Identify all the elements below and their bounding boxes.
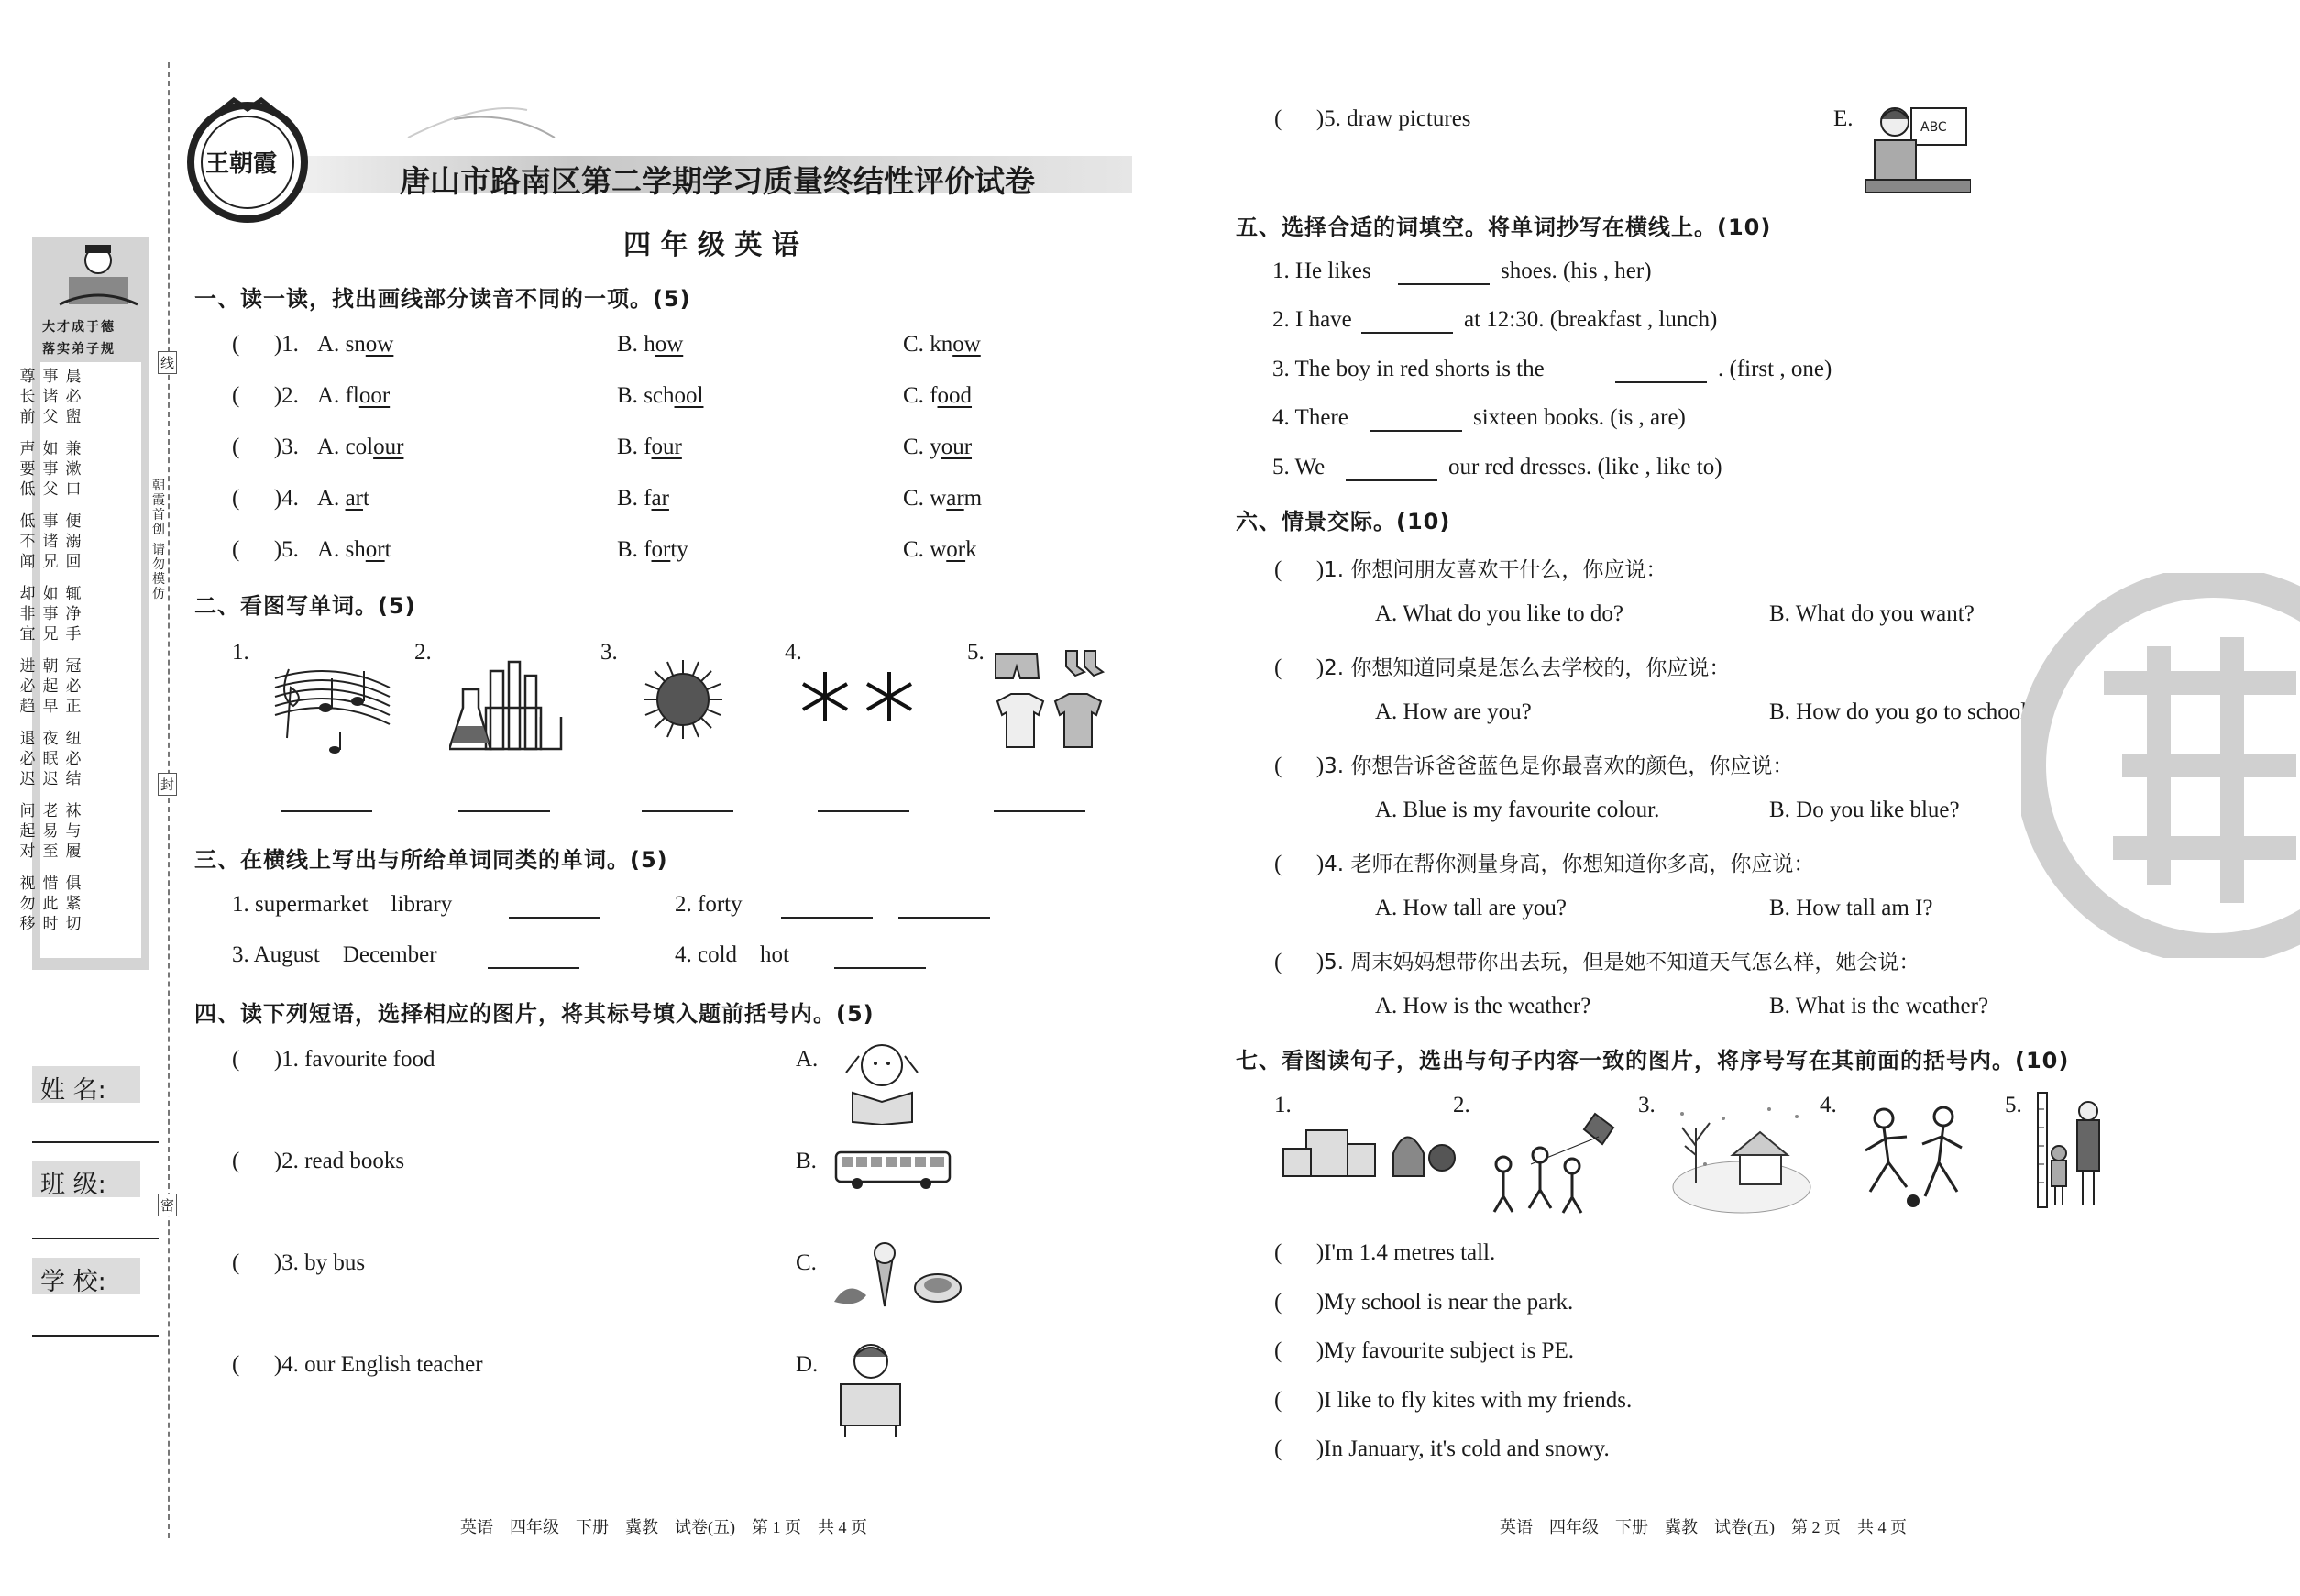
- option-a: A. What do you like to do?: [1375, 601, 1624, 626]
- answer-bracket[interactable]: [232, 1047, 435, 1073]
- answer-bracket[interactable]: [1274, 553, 1667, 583]
- fill-blank-line[interactable]: [1370, 430, 1462, 432]
- school-label: 学 校:: [40, 1268, 106, 1296]
- bracket-close: ): [1315, 852, 1325, 876]
- sentence: In January, it's cold and snowy.: [1324, 1436, 1610, 1461]
- confidential-seal-watermark: [2021, 573, 2300, 958]
- situation-question: 1. 你想问朋友喜欢干什么，你应说：: [1324, 558, 1667, 582]
- option-letter: A.: [317, 332, 346, 357]
- pic-num-3: 3.: [600, 640, 618, 665]
- poem-column: 俱紧切: [65, 875, 82, 933]
- bracket-space[interactable]: [1282, 655, 1316, 680]
- underlined-part: our: [941, 435, 973, 459]
- bracket-open: (: [1274, 1240, 1282, 1265]
- poem-column: 如事兄: [42, 585, 59, 644]
- bracket-close: ): [273, 1047, 282, 1072]
- part4-opt-a: A.: [796, 1047, 819, 1072]
- bracket-space[interactable]: [239, 486, 274, 511]
- pic-num-4: 4.: [785, 640, 802, 665]
- underlined-part: ood: [937, 383, 973, 408]
- music-notes-icon: [270, 651, 394, 761]
- underlined-part: our: [651, 435, 682, 459]
- option-a: [317, 486, 369, 512]
- fill-sentence-start: 4. There: [1272, 405, 1348, 430]
- class-field[interactable]: [32, 1238, 159, 1239]
- word-part: f: [644, 537, 652, 562]
- option-letter: C.: [903, 486, 930, 511]
- bracket-space[interactable]: [239, 435, 274, 459]
- bracket-close: ): [1315, 1436, 1325, 1461]
- cut-line: [168, 62, 170, 1538]
- option-b: [617, 383, 703, 409]
- answer-bracket[interactable]: [232, 332, 299, 358]
- bracket-open: (: [1274, 852, 1282, 876]
- option-a: [317, 332, 393, 358]
- part3-q2-line-a[interactable]: [781, 917, 873, 919]
- answer-bracket[interactable]: [232, 435, 299, 460]
- option-b: [617, 537, 688, 563]
- underlined-part: or: [365, 537, 385, 562]
- option-c: [903, 383, 972, 409]
- bracket-space[interactable]: [1282, 1290, 1316, 1315]
- poem-column: 老易至: [42, 802, 59, 861]
- part3-q1-line[interactable]: [509, 917, 600, 919]
- binding-margin: [0, 0, 174, 1596]
- answer-bracket[interactable]: [1274, 106, 1471, 132]
- answer-line-word-3[interactable]: [642, 810, 733, 812]
- poem-column: 事诸兄: [42, 512, 59, 571]
- p7-num-2: 2.: [1453, 1093, 1470, 1117]
- option-letter: A.: [317, 486, 346, 511]
- bracket-open: (: [232, 537, 240, 562]
- clothes-icon: [993, 646, 1107, 756]
- option-c: [903, 537, 977, 563]
- word-part: col: [345, 435, 374, 459]
- poem-column: 却非宜: [19, 585, 36, 644]
- situation-question: 4. 老师在帮你测量身高，你想知道你多高，你应说：: [1324, 853, 1815, 876]
- bracket-close: ): [273, 383, 282, 408]
- poem-column: 如事父: [42, 440, 59, 499]
- pic-num-1: 1.: [232, 640, 249, 665]
- scholar-illustration: [50, 240, 147, 314]
- bracket-space[interactable]: [1282, 1388, 1316, 1413]
- name-label: 姓 名:: [40, 1076, 106, 1105]
- bracket-space[interactable]: [239, 1352, 274, 1377]
- bracket-close: ): [273, 332, 282, 357]
- sun-icon: [642, 658, 724, 741]
- poem-column: 晨必盥: [65, 368, 82, 426]
- kite-flying-icon: [1476, 1109, 1636, 1215]
- poem-column: 便溺回: [65, 512, 82, 571]
- stamp-feng: 封: [158, 773, 177, 796]
- poem-column: 辄净手: [65, 585, 82, 644]
- bracket-space[interactable]: [239, 332, 274, 357]
- word-part: ty: [670, 537, 688, 562]
- poem-column: 低不闻: [19, 512, 36, 571]
- bracket-close: ): [1315, 754, 1325, 778]
- bracket-space[interactable]: [1282, 1338, 1316, 1363]
- pic-num-2: 2.: [414, 640, 432, 665]
- sentence: I'm 1.4 metres tall.: [1324, 1240, 1496, 1265]
- underlined-part: ar: [345, 486, 363, 511]
- bracket-close: ): [1315, 655, 1325, 680]
- poem-column: 声要低: [19, 440, 36, 499]
- option-letter: B.: [617, 486, 644, 511]
- answer-bracket[interactable]: [1274, 749, 1793, 779]
- situation-question: 3. 你想告诉爸爸蓝色是你最喜欢的颜色，你应说：: [1324, 754, 1794, 778]
- phrase: 3. by bus: [281, 1250, 366, 1275]
- fill-sentence-end: . (first , one): [1718, 357, 1832, 381]
- bracket-close: ): [1315, 1338, 1325, 1363]
- bracket-open: (: [232, 435, 240, 459]
- word-part: kn: [930, 332, 953, 357]
- word-part: w: [930, 537, 947, 562]
- sentence: I like to fly kites with my friends.: [1324, 1387, 1633, 1413]
- bracket-space[interactable]: [1282, 1436, 1316, 1461]
- underlined-part: oor: [358, 383, 391, 408]
- poem-column: 尊长前: [19, 368, 36, 426]
- part6-title: 六、情景交际。(10): [1236, 509, 1451, 534]
- name-field[interactable]: [32, 1141, 159, 1143]
- question-number: 1.: [281, 332, 299, 357]
- student-writing-icon: [836, 1338, 905, 1439]
- girl-reading-icon: [839, 1038, 926, 1125]
- poem-column: 惜此时: [42, 875, 59, 933]
- phrase: 4. our English teacher: [281, 1352, 483, 1377]
- part7-title: 七、看图读句子，选出与句子内容一致的图片，将序号写在其前面的括号内。(10): [1236, 1048, 2070, 1073]
- word-part: sh: [345, 537, 366, 562]
- phrase: 5. draw pictures: [1324, 106, 1471, 131]
- underlined-part: ar: [946, 486, 964, 511]
- word-part: h: [644, 332, 655, 357]
- poem-column: 退必迟: [19, 730, 36, 788]
- word-part: fl: [345, 383, 359, 408]
- fill-blank-line[interactable]: [1346, 479, 1437, 481]
- option-letter: B.: [617, 332, 644, 357]
- underlined-part: or: [946, 537, 966, 562]
- option-letter: B.: [617, 537, 644, 562]
- answer-line-word-4[interactable]: [818, 810, 909, 812]
- fill-sentence-end: at 12:30. (breakfast , lunch): [1464, 307, 1718, 332]
- phrase: 1. favourite food: [281, 1047, 435, 1072]
- answer-bracket[interactable]: [232, 1149, 404, 1174]
- option-letter: A.: [317, 435, 346, 459]
- answer-bracket[interactable]: [232, 1250, 365, 1276]
- phrase: 2. read books: [281, 1149, 405, 1173]
- part4-opt-b: B.: [796, 1149, 817, 1173]
- side-note-1: 朝霞首创: [152, 479, 165, 537]
- bracket-close: ): [1315, 557, 1325, 582]
- bracket-open: (: [1274, 1289, 1282, 1315]
- fill-sentence-start: 5. We: [1272, 455, 1326, 479]
- bracket-close: ): [1315, 950, 1325, 974]
- option-letter: B.: [617, 383, 644, 408]
- bracket-open: (: [1274, 754, 1282, 778]
- word-part: sch: [644, 383, 675, 408]
- poem-column: 进必趋: [19, 657, 36, 716]
- poem-column: 兼漱口: [65, 440, 82, 499]
- underlined-part: ow: [655, 332, 684, 357]
- bracket-open: (: [1274, 557, 1282, 582]
- option-letter: A.: [317, 537, 346, 562]
- bracket-close: ): [273, 537, 282, 562]
- word-part: t: [384, 537, 391, 562]
- part5-title: 五、选择合适的词填空。将单词抄写在横线上。(10): [1236, 215, 1772, 240]
- side-note-2: 请勿模仿: [152, 543, 165, 601]
- snowy-house-icon: [1668, 1100, 1815, 1215]
- option-a: A. How tall are you?: [1375, 896, 1567, 920]
- word-part: k: [965, 537, 977, 562]
- bracket-open: (: [1274, 1338, 1282, 1363]
- p7-num-3: 3.: [1638, 1093, 1656, 1117]
- word-part: f: [644, 486, 652, 511]
- option-c: [903, 435, 972, 460]
- snowflakes-icon: [798, 669, 921, 724]
- pic-num-5: 5.: [967, 640, 985, 665]
- part3-q3-line[interactable]: [488, 967, 579, 969]
- fill-sentence-start: 1. He likes: [1272, 259, 1371, 283]
- bracket-open: (: [1274, 1387, 1282, 1413]
- word-part: t: [362, 486, 369, 511]
- subject-title: 四 年 级 英 语: [623, 229, 799, 261]
- part3-q2-line-b[interactable]: [898, 917, 990, 919]
- teacher-abc-icon: [1865, 99, 1971, 200]
- answer-bracket[interactable]: [1274, 651, 1730, 681]
- bracket-close: ): [1315, 1240, 1325, 1265]
- word-part: f: [644, 435, 652, 459]
- bracket-space[interactable]: [1282, 557, 1316, 582]
- bracket-space[interactable]: [1282, 950, 1316, 974]
- lab-glassware-icon: [449, 653, 564, 758]
- option-a: [317, 435, 403, 460]
- bracket-close: ): [273, 486, 282, 511]
- option-letter: A.: [317, 383, 346, 408]
- answer-bracket[interactable]: [1274, 847, 1814, 877]
- stamp-mi: 密: [158, 1194, 177, 1216]
- option-b: [617, 435, 682, 460]
- option-b: B. What do you want?: [1769, 601, 1975, 626]
- poem-column: 视勿移: [19, 875, 36, 933]
- fill-blank-line[interactable]: [1398, 283, 1490, 285]
- question-number: 5.: [281, 537, 299, 562]
- answer-line-word-1[interactable]: [281, 810, 372, 812]
- part3-q3: 3. August December: [232, 942, 437, 967]
- option-a: [317, 537, 391, 563]
- logo-text: 王朝霞: [205, 150, 278, 178]
- bus-icon: [834, 1150, 953, 1191]
- motto-line1: 大才成于德: [42, 320, 116, 335]
- bracket-close: ): [1315, 106, 1325, 131]
- p7-num-5: 5.: [2005, 1093, 2022, 1117]
- poem-column: 朝起早: [42, 657, 59, 716]
- underlined-part: our: [373, 435, 404, 459]
- bracket-close: ): [273, 435, 282, 459]
- bracket-close: ): [273, 1250, 282, 1275]
- poem-column: 夜眠迟: [42, 730, 59, 788]
- answer-bracket[interactable]: [232, 383, 299, 409]
- sentence: My favourite subject is PE.: [1324, 1338, 1575, 1363]
- bracket-open: (: [232, 332, 240, 357]
- answer-bracket[interactable]: [232, 537, 299, 563]
- p7-num-1: 1.: [1274, 1093, 1292, 1117]
- situation-question: 5. 周末妈妈想带你出去玩，但是她不知道天气怎么样，她会说：: [1324, 951, 1920, 974]
- question-number: 4.: [281, 486, 299, 511]
- playing-football-icon: [1847, 1100, 1980, 1210]
- answer-bracket[interactable]: [1274, 1388, 1632, 1414]
- poem-column: 纽必结: [65, 730, 82, 788]
- footer-left: 英语 四年级 下册 冀教 试卷(五) 第 1 页 共 4 页: [460, 1518, 867, 1536]
- answer-bracket[interactable]: [232, 486, 299, 512]
- poem-column: 袜与履: [65, 802, 82, 861]
- height-measure-icon: [2033, 1091, 2107, 1210]
- food-icon: [830, 1242, 967, 1311]
- word-part: y: [930, 435, 941, 459]
- fill-sentence-start: 3. The boy in red shorts is the: [1272, 357, 1545, 381]
- bracket-space[interactable]: [1282, 106, 1316, 131]
- school-field[interactable]: [32, 1335, 159, 1337]
- option-letter: C.: [903, 383, 930, 408]
- part3-q1: 1. supermarket library: [232, 892, 453, 917]
- bracket-space[interactable]: [1282, 852, 1316, 876]
- option-a: A. How is the weather?: [1375, 994, 1591, 1018]
- underlined-part: or: [651, 537, 671, 562]
- bracket-space[interactable]: [239, 383, 274, 408]
- question-number: 3.: [281, 435, 299, 459]
- part3-q2: 2. forty: [675, 892, 743, 917]
- fill-sentence-end: shoes. (his , her): [1501, 259, 1652, 283]
- bracket-open: (: [1274, 1436, 1282, 1461]
- bracket-open: (: [1274, 106, 1282, 131]
- answer-bracket[interactable]: [1274, 1436, 1610, 1462]
- bracket-open: (: [232, 1352, 240, 1377]
- option-c: [903, 486, 982, 512]
- bracket-open: (: [1274, 655, 1282, 680]
- option-a: [317, 383, 390, 409]
- motto-line2: 落实弟子规: [42, 342, 116, 357]
- word-part: m: [963, 486, 983, 511]
- fill-sentence-start: 2. I have: [1272, 307, 1352, 332]
- underlined-part: ow: [952, 332, 981, 357]
- answer-bracket[interactable]: [1274, 945, 1920, 975]
- option-letter: C.: [903, 332, 930, 357]
- bracket-open: (: [232, 383, 240, 408]
- bracket-close: ): [273, 1149, 282, 1173]
- bracket-space[interactable]: [1282, 1240, 1316, 1265]
- bracket-close: ): [1315, 1289, 1325, 1315]
- bracket-close: ): [273, 1352, 282, 1377]
- part4-opt-e: E.: [1833, 106, 1854, 131]
- answer-line-word-2[interactable]: [458, 810, 550, 812]
- part4-opt-d: D.: [796, 1352, 819, 1377]
- bracket-space[interactable]: [239, 1149, 274, 1173]
- option-letter: B.: [617, 435, 644, 459]
- option-b: [617, 332, 683, 358]
- bracket-open: (: [232, 486, 240, 511]
- part4-opt-c: C.: [796, 1250, 817, 1275]
- svg-text:ABC: ABC: [1920, 120, 1947, 135]
- word-part: w: [930, 486, 947, 511]
- option-b: [617, 486, 669, 512]
- answer-line-word-5[interactable]: [994, 810, 1085, 812]
- answer-bracket[interactable]: [1274, 1240, 1495, 1266]
- part3-q4-line[interactable]: [834, 967, 926, 969]
- option-b: B. How do you go to school?: [1769, 699, 2038, 724]
- poem-column: 冠必正: [65, 657, 82, 716]
- underlined-part: ool: [674, 383, 704, 408]
- option-a: A. How are you?: [1375, 699, 1532, 724]
- fill-blank-line[interactable]: [1615, 381, 1707, 383]
- part1-title: 一、读一读，找出画线部分读音不同的一项。(5): [194, 286, 691, 312]
- fill-sentence-end: sixteen books. (is , are): [1473, 405, 1686, 430]
- part4-title: 四、读下列短语，选择相应的图片，将其标号填入题前括号内。(5): [194, 1001, 875, 1027]
- option-c: [903, 332, 981, 358]
- answer-bracket[interactable]: [232, 1352, 483, 1378]
- fill-blank-line[interactable]: [1361, 332, 1453, 334]
- option-letter: C.: [903, 435, 930, 459]
- word-part: sn: [345, 332, 366, 357]
- bracket-space[interactable]: [239, 1250, 274, 1275]
- class-label: 班 级:: [40, 1171, 106, 1199]
- underlined-part: ar: [651, 486, 669, 511]
- fill-sentence-end: our red dresses. (like , like to): [1448, 455, 1722, 479]
- bracket-open: (: [1274, 950, 1282, 974]
- bracket-space[interactable]: [1282, 754, 1316, 778]
- stamp-xian: 线: [158, 351, 177, 374]
- option-b: B. Do you like blue?: [1769, 798, 1960, 822]
- sentence: My school is near the park.: [1324, 1289, 1574, 1315]
- underlined-part: ow: [365, 332, 394, 357]
- bracket-space[interactable]: [239, 1047, 274, 1072]
- situation-question: 2. 你想知道同桌是怎么去学校的，你应说：: [1324, 656, 1731, 680]
- part3-title: 三、在横线上写出与所给单词同类的单词。(5): [194, 847, 668, 873]
- part3-q4: 4. cold hot: [675, 942, 789, 967]
- answer-bracket[interactable]: [1274, 1338, 1574, 1364]
- answer-bracket[interactable]: [1274, 1290, 1573, 1315]
- poem-column: 事诸父: [42, 368, 59, 426]
- school-park-icon: [1279, 1117, 1458, 1181]
- exam-title: 唐山市路南区第二学期学习质量终结性评价试卷: [400, 163, 1035, 199]
- poem-column: 问起对: [19, 802, 36, 861]
- bracket-close: ): [1315, 1387, 1325, 1413]
- footer-right: 英语 四年级 下册 冀教 试卷(五) 第 2 页 共 4 页: [1500, 1518, 1907, 1536]
- option-a: A. Blue is my favourite colour.: [1375, 798, 1660, 822]
- part2-title: 二、看图写单词。(5): [194, 593, 416, 619]
- p7-num-4: 4.: [1820, 1093, 1837, 1117]
- question-number: 2.: [281, 383, 299, 408]
- option-b: B. What is the weather?: [1769, 994, 1989, 1018]
- word-part: f: [930, 383, 938, 408]
- option-letter: C.: [903, 537, 930, 562]
- bracket-open: (: [232, 1047, 240, 1072]
- bracket-open: (: [232, 1149, 240, 1173]
- option-b: B. How tall am I?: [1769, 896, 1933, 920]
- bracket-space[interactable]: [239, 537, 274, 562]
- bracket-open: (: [232, 1250, 240, 1275]
